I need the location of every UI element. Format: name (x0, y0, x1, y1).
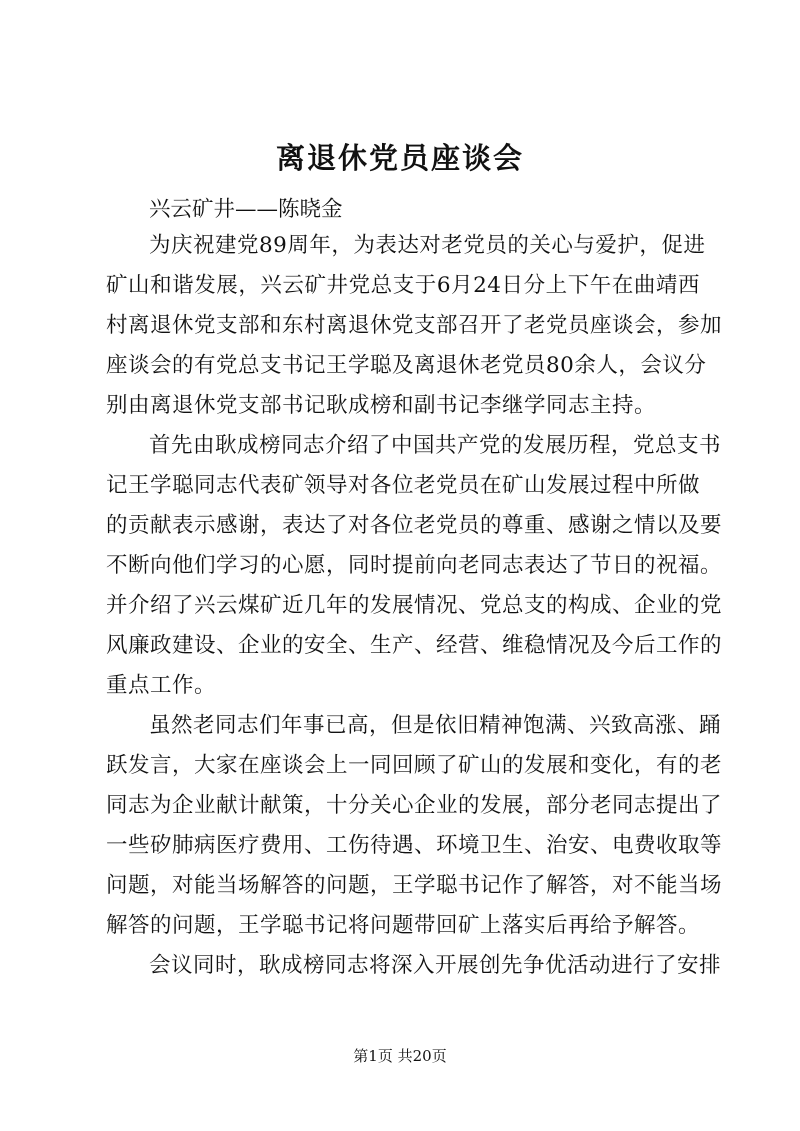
paragraph (106, 426, 723, 706)
text-line: 一些矽肺病医疗费用、工伤待遇、环境卫生、治安、电费收取等 (106, 833, 723, 858)
text-line: 风廉政建设、企业的安全、生产、经营、维稳情况及今后工作的 (106, 633, 723, 658)
text-line: 别由离退休党支部书记耿成榜和副书记李继学同志主持。 (106, 393, 657, 418)
text-line: 会议同时，耿成榜同志将深入开展创先争优活动进行了安排 (149, 953, 722, 978)
text-line: 座谈会的有党总支书记王学聪及离退休老党员80余人，会议分 (106, 353, 707, 378)
paragraph (106, 706, 723, 946)
text-line: 为庆祝建党89周年，为表达对老党员的关心与爱护，促进 (149, 233, 706, 258)
text-line: 村离退休党支部和东村离退休党支部召开了老党员座谈会，参加 (106, 313, 723, 338)
document-title: 离退休党员座谈会 (275, 141, 524, 175)
text-line: 解答的问题，王学聪书记将问题带回矿上落实后再给予解答。 (106, 913, 701, 938)
text-line: 并介绍了兴云煤矿近几年的发展情况、党总支的构成、企业的党 (106, 593, 723, 618)
text-line: 矿山和谐发展，兴云矿井党总支于6月24日分上下午在曲靖西 (106, 273, 700, 298)
text-line: 的贡献表示感谢，表达了对各位老党员的尊重、感谢之情以及要 (106, 513, 723, 538)
text-line: 重点工作。 (106, 673, 217, 698)
text-line: 不断向他们学习的心愿，同时提前向老同志表达了节日的祝福。 (106, 553, 723, 578)
paragraph (106, 946, 722, 986)
text-line: 问题，对能当场解答的问题，王学聪书记作了解答，对不能当场 (106, 873, 723, 898)
paragraph (106, 226, 723, 426)
page-indicator: 第1页 共20页 (353, 1047, 447, 1065)
text-line: 虽然老同志们年事已高，但是依旧精神饱满、兴致高涨、踊 (149, 713, 722, 738)
document-body (106, 226, 723, 986)
text-line: 同志为企业献计献策，十分关心企业的发展，部分老同志提出了 (106, 793, 723, 818)
text-line: 首先由耿成榜同志介绍了中国共产党的发展历程，党总支书 (149, 433, 722, 458)
author-line: 兴云矿井——陈晓金 (149, 197, 343, 222)
text-line: 记王学聪同志代表矿领导对各位老党员在矿山发展过程中所做 (106, 473, 701, 498)
text-line: 跃发言，大家在座谈会上一同回顾了矿山的发展和变化，有的老 (106, 753, 723, 778)
